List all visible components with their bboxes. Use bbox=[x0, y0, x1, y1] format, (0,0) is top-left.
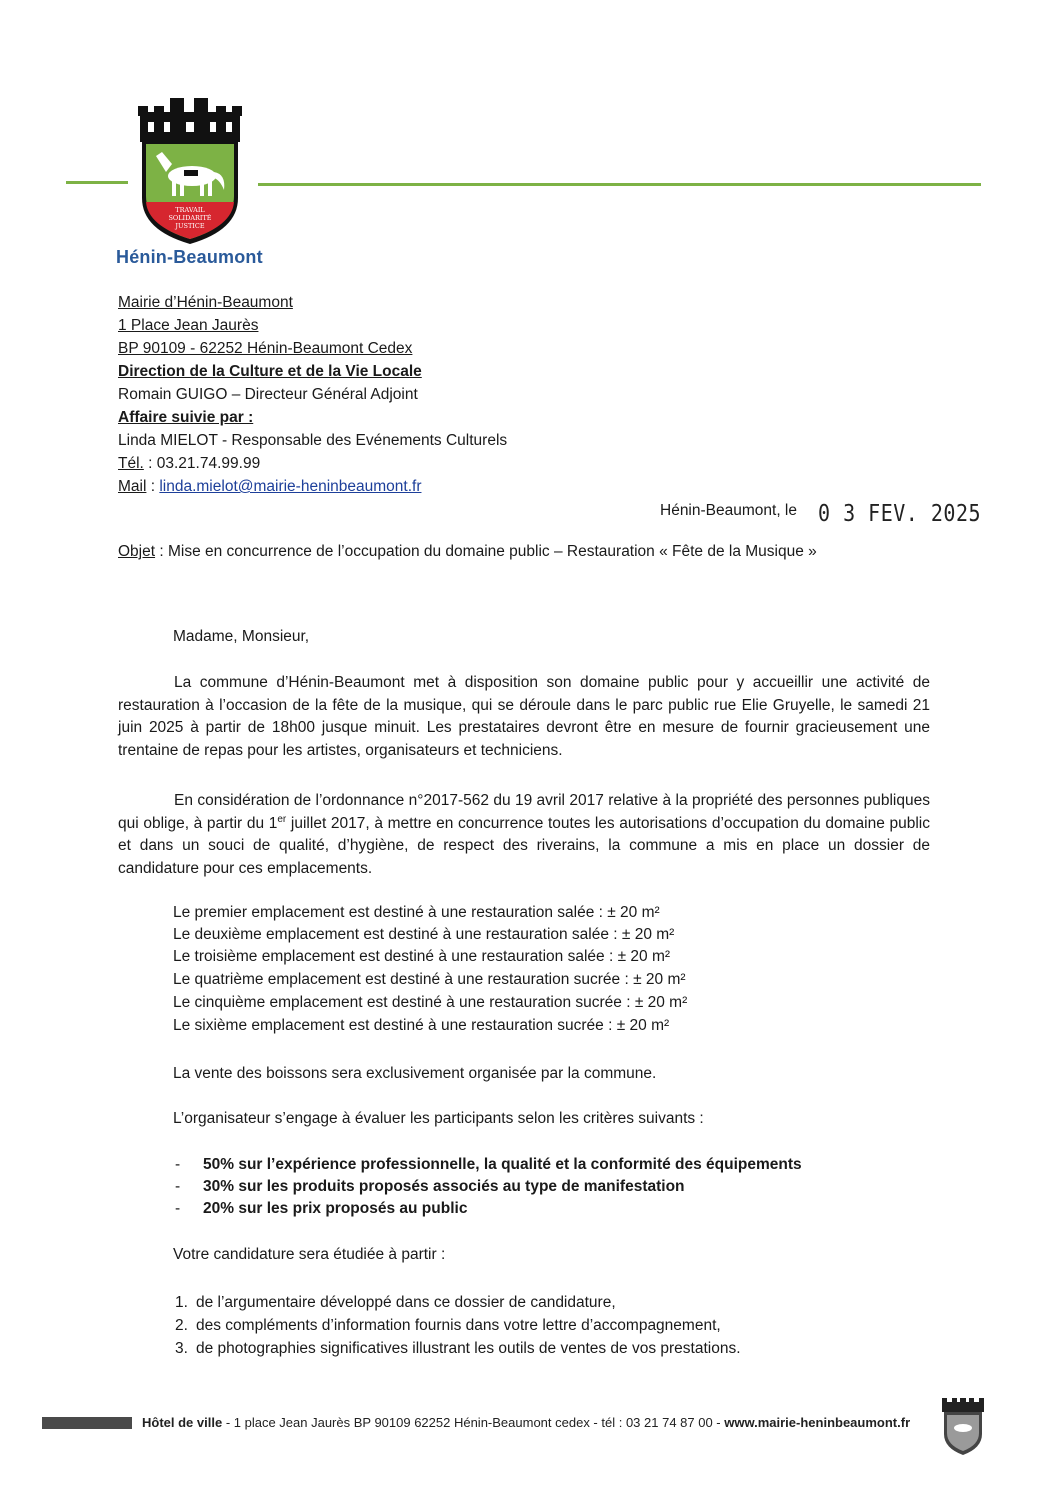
sender-address: 1 Place Jean Jaurès bbox=[118, 317, 259, 334]
criteria-item-1: 50% sur l’expérience professionnelle, la qualité et la conformité des équipements bbox=[203, 1156, 802, 1173]
date-stamp: 0 3 FEV. 2025 bbox=[818, 499, 982, 527]
sender-director: Romain GUIGO – Directeur Général Adjoint bbox=[118, 386, 418, 403]
superscript-er: er bbox=[277, 813, 287, 825]
header-rule-left bbox=[66, 181, 128, 184]
criteria-bullet-2: - bbox=[175, 1178, 181, 1195]
criteria-bullet-1: - bbox=[175, 1156, 181, 1173]
review-number-3: 3. bbox=[175, 1340, 188, 1357]
motto-line-1: TRAVAIL bbox=[175, 206, 205, 214]
footer-coat-of-arms-icon bbox=[940, 1398, 986, 1456]
phone-line bbox=[118, 453, 260, 475]
brand-name: Hénin-Beaumont bbox=[116, 247, 263, 267]
footer-hotel-de-ville: Hôtel de ville bbox=[142, 1415, 223, 1430]
footer-website[interactable]: www.mairie-heninbeaumont.fr bbox=[724, 1415, 911, 1430]
mail-line bbox=[118, 476, 421, 498]
review-number-1: 1. bbox=[175, 1294, 188, 1311]
subject-text: : Mise en concurrence de l’occupation du domaine public – Restauration « Fête de la Musique » bbox=[155, 543, 817, 560]
criteria-item-3: 20% sur les prix proposés au public bbox=[203, 1200, 468, 1217]
coat-of-arms-logo bbox=[134, 98, 246, 248]
review-item-1: de l’argumentaire développé dans ce dossier de candidature, bbox=[196, 1294, 616, 1311]
sender-department: Direction de la Culture et de la Vie Locale bbox=[118, 363, 422, 380]
emplacement-1: Le premier emplacement est destiné à une restauration salée : ± 20 m² bbox=[173, 904, 660, 921]
review-item-2: des compléments d’information fournis dans votre lettre d’accompagnement, bbox=[196, 1317, 721, 1334]
paragraph-intro bbox=[118, 672, 930, 762]
phone-value: : 03.21.74.99.99 bbox=[143, 455, 261, 472]
criteria-item-2: 30% sur les produits proposés associés au type de manifestation bbox=[203, 1178, 685, 1195]
footer-bar bbox=[42, 1417, 132, 1429]
emplacement-5: Le cinquième emplacement est destiné à une restauration sucrée : ± 20 m² bbox=[173, 994, 688, 1011]
criteria-intro: L’organisateur s’engage à évaluer les participants selon les critères suivants : bbox=[173, 1110, 704, 1127]
motto-line-2: SOLIDARITÉ bbox=[168, 214, 212, 222]
mail-link[interactable]: linda.mielot@mairie-heninbeaumont.fr bbox=[159, 478, 422, 495]
paragraph-intro-text: La commune d’Hénin-Beaumont met à disposition son domaine public pour y accueillir une activité de restauration à l’occasion de la fête de la musique, qui se déroule dans le parc public rue Elie Gruyelle, le samedi 21 juin 2025 à partir de 18h00 jusque minuit. Les prestataires devront être en mesure de fournir gracieusement une trentaine de repas pour les artistes, organisateurs et techniciens. bbox=[118, 674, 930, 759]
review-item-3: de photographies significatives illustrant les outils de ventes de vos prestations. bbox=[196, 1340, 741, 1357]
motto-line-3: JUSTICE bbox=[175, 222, 205, 230]
mail-label: Mail bbox=[118, 478, 147, 495]
salutation: Madame, Monsieur, bbox=[173, 628, 310, 645]
drinks-note: La vente des boissons sera exclusivement organisée par la commune. bbox=[173, 1065, 657, 1082]
footer-address: - 1 place Jean Jaurès BP 90109 62252 Hénin-Beaumont cedex - tél : 03 21 74 87 00 - bbox=[222, 1415, 725, 1430]
followed-by-label: Affaire suivie par : bbox=[118, 409, 254, 426]
criteria-bullet-3: - bbox=[175, 1200, 181, 1217]
sender-name: Mairie d’Hénin-Beaumont bbox=[118, 294, 293, 311]
phone-label: Tél. bbox=[118, 455, 144, 472]
paragraph-ordonnance-text-a: En considération de l’ordonnance n°2017-562 du 19 avril 2017 relative à la propriété des personnes publiques qui oblige, à partir du 1 bbox=[118, 792, 930, 832]
sender-postal: BP 90109 - 62252 Hénin-Beaumont Cedex bbox=[118, 340, 413, 357]
footer-text bbox=[142, 1415, 910, 1430]
emplacement-2: Le deuxième emplacement est destiné à une restauration salée : ± 20 m² bbox=[173, 926, 675, 943]
subject-line bbox=[118, 543, 817, 561]
emplacement-6: Le sixième emplacement est destiné à une restauration sucrée : ± 20 m² bbox=[173, 1017, 670, 1034]
paragraph-ordonnance bbox=[118, 790, 930, 880]
emplacement-4: Le quatrième emplacement est destiné à une restauration sucrée : ± 20 m² bbox=[173, 971, 686, 988]
date-label: Hénin-Beaumont, le bbox=[660, 502, 797, 519]
contact-person: Linda MIELOT - Responsable des Evénements Culturels bbox=[118, 432, 508, 449]
header-rule-right bbox=[258, 183, 981, 186]
paragraph-ordonnance-text-b: juillet 2017, à mettre en concurrence toutes les autorisations d’occupation du domaine public et dans un souci de qualité, d’hygiène, de respect des riverains, la commune a mis en place un dossier de candidature pour ces emplacements. bbox=[118, 814, 930, 877]
subject-label: Objet bbox=[118, 543, 156, 560]
mail-separator: : bbox=[146, 478, 160, 495]
review-intro: Votre candidature sera étudiée à partir : bbox=[173, 1246, 446, 1263]
emplacement-3: Le troisième emplacement est destiné à une restauration salée : ± 20 m² bbox=[173, 948, 671, 965]
review-number-2: 2. bbox=[175, 1317, 188, 1334]
